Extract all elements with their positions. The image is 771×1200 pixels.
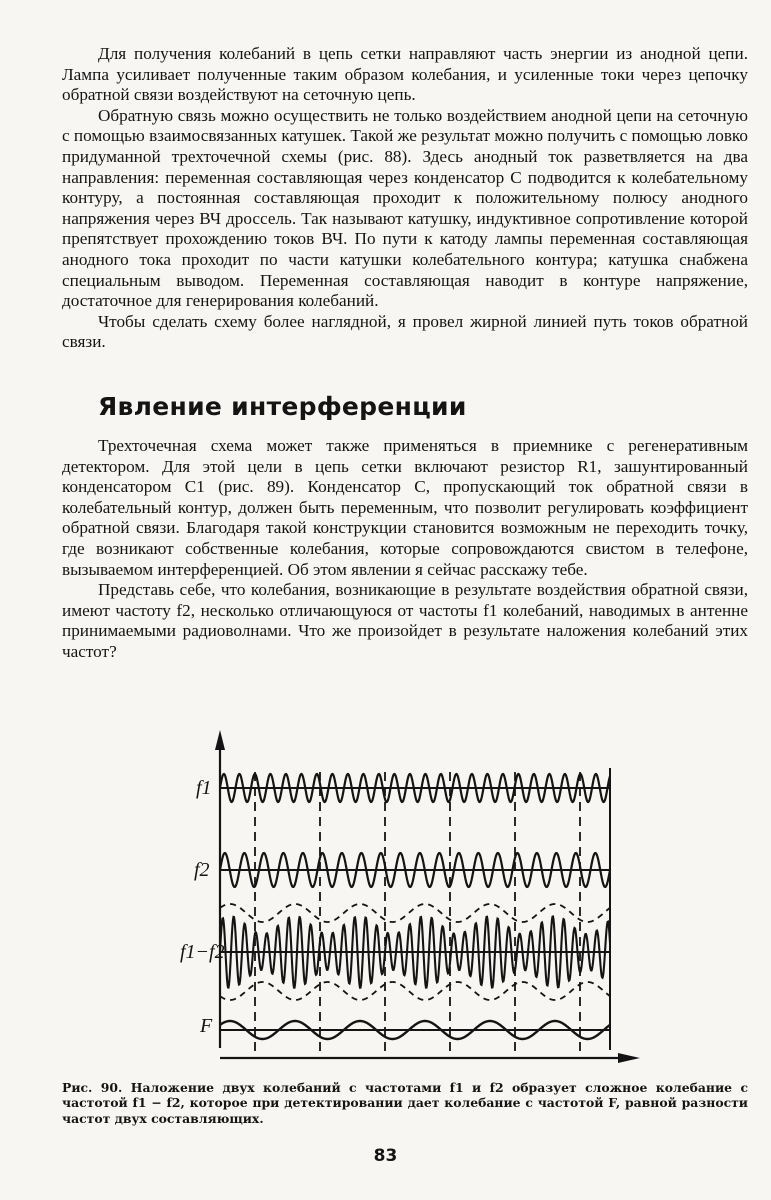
label-f2: f2 — [194, 859, 210, 881]
f2-wave — [220, 853, 610, 887]
paragraph: Представь себе, что колебания, возникающие в результате воздействия обратной связи, имеют частоту f2, несколько отличающуюся от частоты f1 колебаний, наводимых в антенне принимаемыми радиоволнами. Что же произойдет в результате наложения колебаний этих частот? — [62, 580, 748, 661]
section-1 — [62, 44, 748, 353]
paragraph: Обратную связь можно осуществить не только воздействием анодной цепи на сеточную с помощью взаимосвязанных катушек. Такой же результат можно получить с помощью ловко придуманной трехточечной схемы (рис. 88). Здесь анодный ток разветвляется на два направления: переменная составляющая через конденсатор C подводится к колебательному контуру, а постоянная составляющая проходит к положительному полюсу анодного напряжения через ВЧ дроссель. Так называют катушку, индуктивное сопротивление которой препятствует прохождению токов ВЧ. По пути к катоду лампы переменная составляющая анодного тока проходит по части катушки колебательного контура; катушка снабжена специальным выводом. Переменная составляющая наводит в контуре напряжение, достаточное для генерирования колебаний. — [62, 105, 749, 311]
waveforms — [220, 774, 610, 1039]
interference-figure — [180, 728, 640, 1068]
section-2 — [62, 436, 748, 663]
label-f1: f1 — [196, 777, 212, 799]
x-axis-arrow — [618, 1053, 640, 1063]
paragraph: Трехточечная схема может также применяться в приемнике с регенеративным детектором. Для этой цели в цепь сетки включают резистор R1, зашунтированный конденсатором C1 (рис. 89). Конденсатор C, пропускающий ток обратной связи в колебательный контур, должен быть переменным, что позволит регулировать коэффициент обратной связи. Благодаря такой конструкции становится возможным не переходить точку, где возникают собственные колебания, которые сопровождаются свистом в телефоне, вызываемом интерференцией. Об этом явлении я сейчас расскажу тебе. — [62, 436, 748, 579]
y-axis-arrow — [215, 730, 225, 750]
paragraph: Чтобы сделать схему более наглядной, я провел жирной линией путь токов обратной связи. — [62, 311, 748, 352]
label-f1-minus-f2: f1−f2 — [180, 941, 225, 963]
label-F: F — [200, 1015, 213, 1037]
figure-caption: Рис. 90. Наложение двух колебаний с частотами f1 и f2 образует сложное колебание с частотой f1 − f2, которое при детектировании дает колебание с частотой F, равной разности частот двух составляющих. — [62, 1080, 748, 1126]
paragraph: Для получения колебаний в цепь сетки направляют часть энергии из анодной цепи. Лампа усиливает полученные таким образом колебания, и усиленные токи через цепочку обратной связи воздействуют на сеточную цепь. — [62, 44, 748, 105]
section-heading: Явление интерференции — [98, 392, 467, 421]
beat-period-markers — [255, 772, 580, 1053]
page-number: 83 — [373, 1146, 398, 1166]
